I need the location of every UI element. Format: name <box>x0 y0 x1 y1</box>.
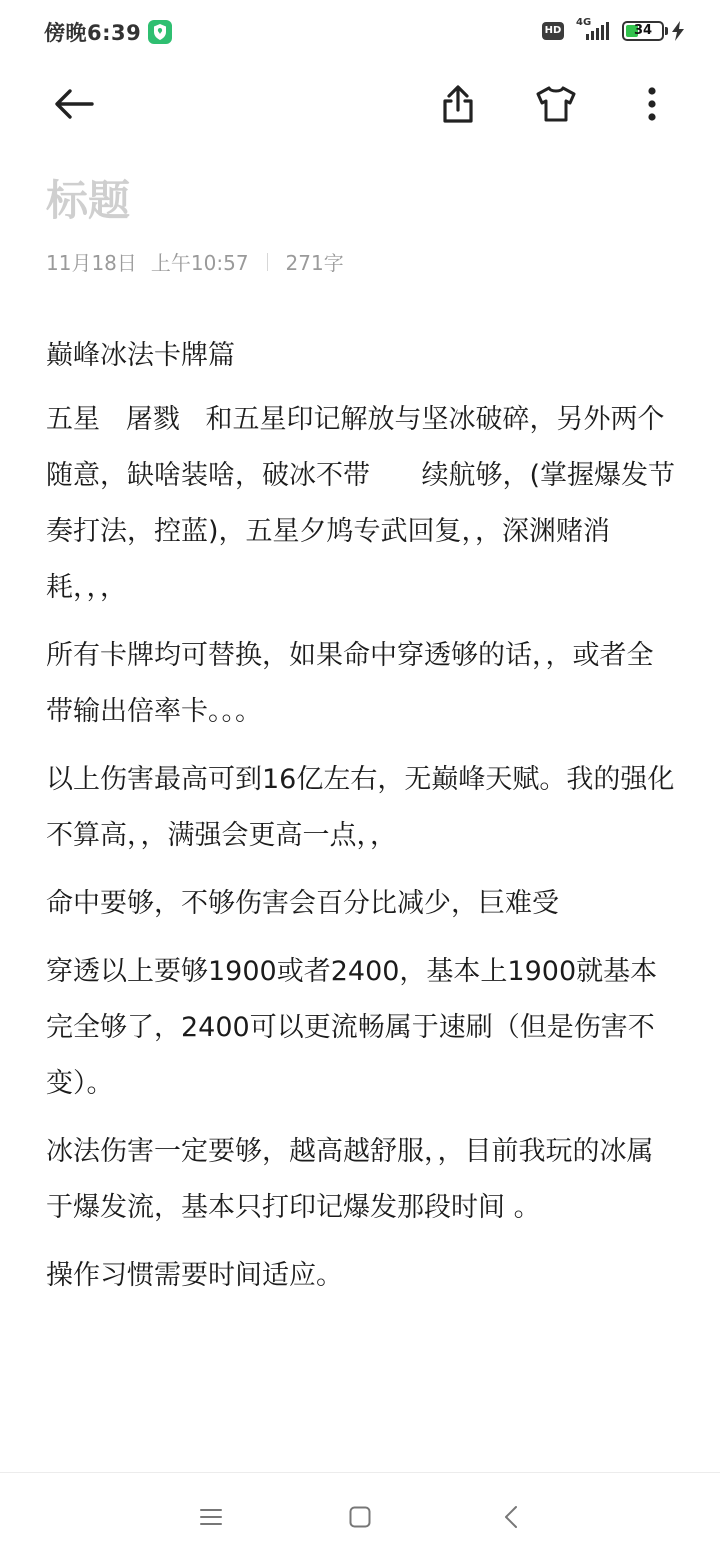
system-nav-bar <box>0 1472 720 1561</box>
meta-divider <box>267 253 268 271</box>
charging-bolt-icon <box>671 21 685 41</box>
security-shield-icon <box>148 20 172 44</box>
note-paragraph: 操作习惯需要时间适应。 <box>46 1260 343 1291</box>
menu-icon <box>200 1508 222 1526</box>
back-chevron-icon <box>504 1505 518 1529</box>
home-button[interactable] <box>340 1497 380 1537</box>
recent-apps-button[interactable] <box>191 1497 231 1537</box>
share-button[interactable] <box>432 78 484 130</box>
note-paragraph: 穿透以上要够1900或者2400，基本上1900就基本完全够了，2400可以更流畅属于速刷（但是伤害不变）。 <box>46 956 658 1099</box>
note-paragraph: 巅峰冰法卡牌篇 <box>46 340 235 371</box>
more-vertical-icon <box>647 86 657 122</box>
more-options-button[interactable] <box>626 78 678 130</box>
note-paragraph: 命中要够，不够伤害会百分比减少，巨难受 <box>46 888 559 919</box>
status-bar <box>0 0 720 64</box>
note-paragraph: 以上伤害最高可到16亿左右，无巅峰天赋。我的强化不算高，，满强会更高一点，， <box>46 764 675 851</box>
network-type: 4G <box>576 17 592 28</box>
tshirt-icon <box>535 85 577 123</box>
note-meta <box>46 247 344 276</box>
note-title-field[interactable]: 标题 <box>46 176 131 225</box>
note-body-editor[interactable] <box>46 328 676 1316</box>
note-toolbar <box>0 64 720 144</box>
share-icon <box>440 84 476 124</box>
note-time: 上午10:57 <box>150 251 249 275</box>
note-paragraph: 所有卡牌均可替换，如果命中穿透够的话，，或者全带输出倍率卡。。。 <box>46 640 654 727</box>
note-date: 11月18日 <box>46 251 137 275</box>
theme-button[interactable] <box>530 78 582 130</box>
status-time: 傍晚6:39 <box>44 21 142 45</box>
signal-strength-icon <box>586 20 614 40</box>
home-square-icon <box>349 1506 371 1528</box>
word-count: 271字 <box>285 251 344 275</box>
battery-level: 34 <box>633 23 653 38</box>
note-paragraph: 冰法伤害一定要够，越高越舒服，，目前我玩的冰属于爆发流，基本只打印记爆发那段时间 。 <box>46 1136 654 1223</box>
note-paragraph: 五星 屠戮 和五星印记解放与坚冰破碎，另外两个随意，缺啥装啥，破冰不带 续航够，(掌握爆发节奏打法，控蓝)，五星夕鸠专武回复，，深渊赌消耗，，， <box>46 404 676 603</box>
battery-icon <box>622 21 664 41</box>
system-back-button[interactable] <box>491 1497 531 1537</box>
hd-badge: HD <box>542 22 564 40</box>
battery-cap <box>665 27 668 35</box>
back-button[interactable] <box>48 78 100 130</box>
arrow-left-icon <box>52 86 96 122</box>
